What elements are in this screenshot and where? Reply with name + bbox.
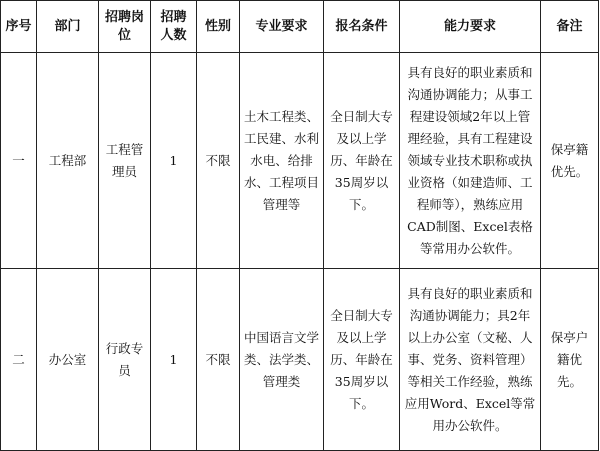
cell-ability: 具有良好的职业素质和沟通协调能力；具2年以上办公室（文秘、人事、党务、资料管理）等相关工作经验，熟练应用Word、Excel等常用办公软件。 (400, 269, 541, 451)
cell-position: 工程管理员 (99, 53, 151, 269)
cell-seq: 二 (1, 269, 37, 451)
cell-gender: 不限 (197, 53, 240, 269)
header-condition: 报名条件 (324, 1, 400, 53)
header-major: 专业要求 (240, 1, 324, 53)
cell-position: 行政专员 (99, 269, 151, 451)
cell-major: 土木工程类、工民建、水利水电、给排水、工程项目管理等 (240, 53, 324, 269)
header-count: 招聘人数 (151, 1, 197, 53)
header-note: 备注 (541, 1, 599, 53)
cell-condition: 全日制大专及以上学历、年龄在35周岁以下。 (324, 269, 400, 451)
table-row (1, 53, 599, 269)
header-gender: 性别 (197, 1, 240, 53)
cell-count: 1 (151, 269, 197, 451)
header-row (1, 1, 599, 53)
header-seq: 序号 (1, 1, 37, 53)
cell-note: 保亭籍优先。 (541, 53, 599, 269)
header-dept: 部门 (37, 1, 99, 53)
cell-major: 中国语言文学类、法学类、管理类 (240, 269, 324, 451)
header-position: 招聘岗位 (99, 1, 151, 53)
cell-condition: 全日制大专及以上学历、年龄在35周岁以下。 (324, 53, 400, 269)
cell-dept: 工程部 (37, 53, 99, 269)
cell-seq: 一 (1, 53, 37, 269)
cell-ability: 具有良好的职业素质和沟通协调能力；从事工程建设领域2年以上管理经验，具有工程建设领域专业技术职称或执业资格（如建造师、工程师等），熟练应用CAD制图、Excel表格等常用办公软件。 (400, 53, 541, 269)
cell-count: 1 (151, 53, 197, 269)
header-ability: 能力要求 (400, 1, 541, 53)
cell-dept: 办公室 (37, 269, 99, 451)
cell-note: 保亭户籍优先。 (541, 269, 599, 451)
table-row (1, 269, 599, 451)
cell-gender: 不限 (197, 269, 240, 451)
